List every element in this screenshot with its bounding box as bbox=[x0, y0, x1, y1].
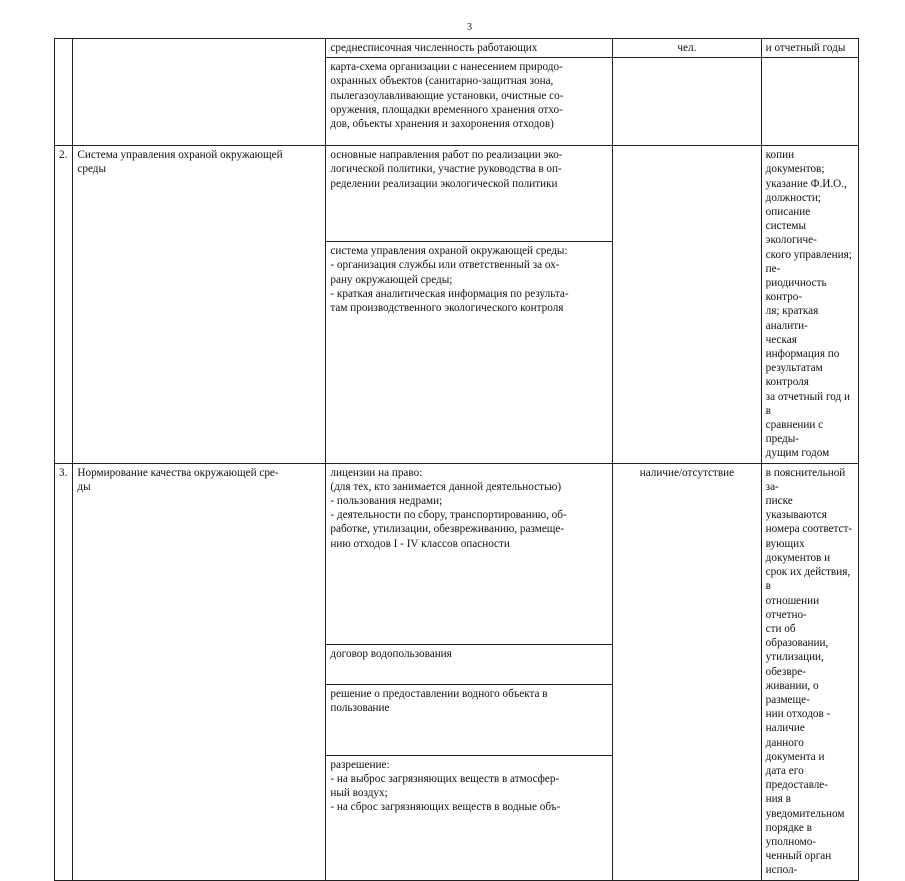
note-cell bbox=[761, 58, 858, 146]
document-cell: разрешение: - на выброс загрязняющих веществ в атмосфер- ный воздух; - на сброс загрязняющих веществ в водные объ- bbox=[326, 755, 613, 880]
row-title: Система управления охраной окружающей среды bbox=[73, 146, 326, 463]
document-cell: основные направления работ по реализации эко- логической политики, участие руководства в оп- ределении реализации экологической политики bbox=[326, 146, 613, 242]
document-cell: среднесписочная численность работающих bbox=[326, 39, 613, 58]
report-table bbox=[54, 38, 859, 881]
note-cell: в пояснительной за- писке указываются номера соответст- вующих документов и срок их действия, в отношении отчетно- сти об образовании, утилизации, обезвре- живании, о размеще- нии отходов - наличие данного документа и дата его предоставле- ния в уведомительном порядке в уполномо- ченный орган испол- bbox=[761, 463, 858, 880]
unit-cell: чел. bbox=[613, 39, 762, 58]
table-row bbox=[55, 463, 859, 645]
row-title: Нормирование качества окружающей сре- ды bbox=[73, 463, 326, 880]
row-title bbox=[73, 39, 326, 146]
table-row bbox=[55, 39, 859, 58]
note-cell: и отчетный годы bbox=[761, 39, 858, 58]
row-number: 2. bbox=[55, 146, 73, 463]
table-row bbox=[55, 146, 859, 242]
unit-cell: наличие/отсутствие bbox=[613, 463, 762, 880]
row-number bbox=[55, 39, 73, 146]
note-cell: копии документов; указание Ф.И.О., должности; описание системы экологиче- ского управления; пе- риодичность контро- ля; краткая аналити- ческая информация по результатам контроля за отчетный год и в сравнении с преды- дущим годом bbox=[761, 146, 858, 463]
row-number: 3. bbox=[55, 463, 73, 880]
document-cell: решение о предоставлении водного объекта в пользование bbox=[326, 684, 613, 755]
document-cell: договор водопользования bbox=[326, 645, 613, 684]
document-cell: лицензии на право: (для тех, кто занимается данной деятельностью) - пользования недрами; - деятельности по сбору, транспортированию, об- работке, утилизации, обезвреживанию, размеще- нию отходов I - IV классов опасности bbox=[326, 463, 613, 645]
document-cell: карта-схема организации с нанесением природо- охранных объектов (санитарно-защитная зона, пылегазоулавливающие установки, очистные со- оружения, площадки временного хранения отхо- дов, объекты хранения и захоронения отходов) bbox=[326, 58, 613, 146]
unit-cell bbox=[613, 146, 762, 463]
page-number: 3 bbox=[467, 22, 472, 33]
unit-cell bbox=[613, 58, 762, 146]
document-cell: система управления охраной окружающей среды: - организация службы или ответственный за ох- рану окружающей среды; - краткая аналитическая информация по результа- там производственного экологического контроля bbox=[326, 242, 613, 464]
